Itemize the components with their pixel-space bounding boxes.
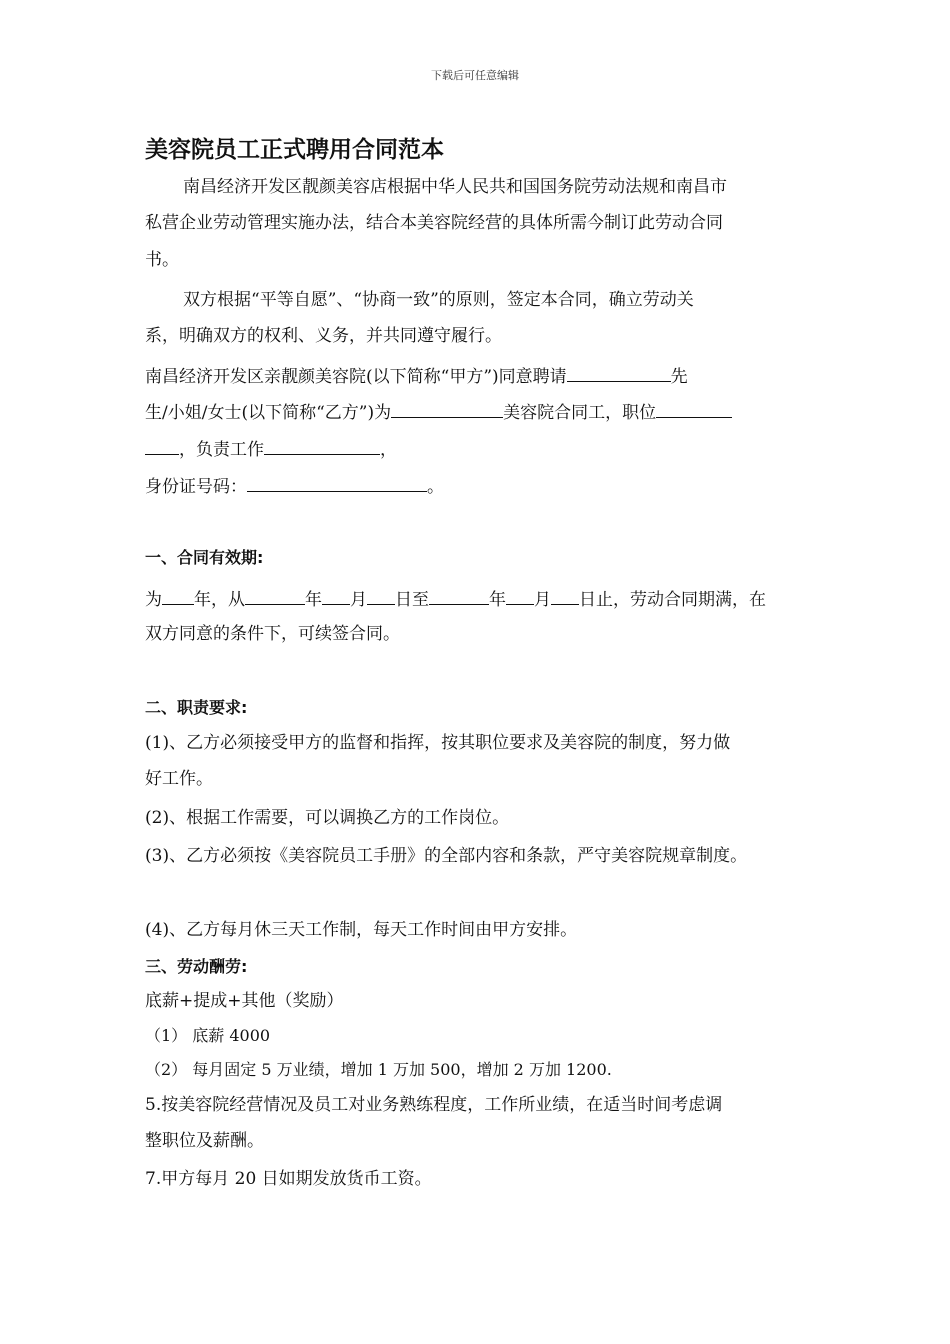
page-title: 美容院员工正式聘用合同范本 xyxy=(145,137,444,163)
pay-item-7: 7.甲方每月 20 日如期发放货币工资。 xyxy=(145,1169,432,1189)
start-month-blank[interactable] xyxy=(322,587,350,605)
position-blank[interactable] xyxy=(656,400,732,418)
duty-item-2: (2)、根据工作需要，可以调换乙方的工作岗位。 xyxy=(145,808,510,828)
term-text: 日至 xyxy=(395,590,429,610)
intro-paragraph-1-line-2: 私营企业劳动管理实施办法，结合本美容院经营的具体所需今制订此劳动合同 xyxy=(145,213,723,233)
intro-paragraph-2-line-2: 系，明确双方的权利、义务，并共同遵守履行。 xyxy=(145,326,502,346)
term-years-blank[interactable] xyxy=(162,587,194,605)
parties-line-3 xyxy=(145,437,397,460)
duty-item-3: (3)、乙方必须按《美容院员工手册》的全部内容和条款，严守美容院规章制度。 xyxy=(145,846,748,866)
id-number-blank[interactable] xyxy=(247,474,427,492)
start-year-blank[interactable] xyxy=(245,587,305,605)
duty-item-4: (4)、乙方每月休三天工作制，每天工作时间由甲方安排。 xyxy=(145,920,578,940)
parties-text: 。 xyxy=(427,477,444,497)
term-text: 月 xyxy=(534,590,551,610)
pay-subitem-2: （2） 每月固定 5 万业绩，增加 1 万加 500，增加 2 万加 1200. xyxy=(145,1060,612,1079)
header-note: 下载后可任意编辑 xyxy=(431,69,519,82)
end-day-blank[interactable] xyxy=(551,587,579,605)
duty-item-1-line-1: (1)、乙方必须接受甲方的监督和指挥，按其职位要求及美容院的制度，努力做 xyxy=(145,733,731,753)
pay-item-5-line-1: 5.按美容院经营情况及员工对业务熟练程度，工作所业绩，在适当时间考虑调 xyxy=(145,1095,723,1115)
contract-type-blank[interactable] xyxy=(391,400,503,418)
employee-name-blank[interactable] xyxy=(567,364,671,382)
term-text: 年 xyxy=(489,590,506,610)
id-number-line xyxy=(145,474,444,497)
section-3-heading: 三、劳动酬劳: xyxy=(145,957,248,976)
section-1-line-2: 双方同意的条件下，可续签合同。 xyxy=(145,624,400,644)
section-2-heading: 二、职责要求: xyxy=(145,698,248,717)
parties-line-1 xyxy=(145,364,688,387)
parties-text: ，负责工作 xyxy=(179,440,264,460)
pay-formula: 底薪+提成+其他（奖励） xyxy=(145,991,344,1011)
duty-blank[interactable] xyxy=(264,437,380,455)
term-text: 年 xyxy=(305,590,322,610)
term-text: 为 xyxy=(145,590,162,610)
start-day-blank[interactable] xyxy=(367,587,395,605)
pay-subitem-1: （1） 底薪 4000 xyxy=(145,1026,271,1045)
parties-text: 美容院合同工，职位 xyxy=(503,403,657,423)
intro-paragraph-1-line-1: 南昌经济开发区靓颜美容店根据中华人民共和国国务院劳动法规和南昌市 xyxy=(183,177,727,197)
term-text: 月 xyxy=(350,590,367,610)
intro-paragraph-1-line-3: 书。 xyxy=(145,250,179,270)
parties-text: ， xyxy=(380,440,397,460)
position-blank-continued[interactable] xyxy=(145,437,179,455)
duty-item-1-line-2: 好工作。 xyxy=(145,769,213,789)
id-number-label: 身份证号码： xyxy=(145,477,247,497)
parties-text: 南昌经济开发区亲靓颜美容院(以下简称“甲方”)同意聘请 xyxy=(145,367,567,387)
section-1-heading: 一、合同有效期: xyxy=(145,548,264,567)
term-text: 年，从 xyxy=(194,590,245,610)
parties-text: 生/小姐/女士(以下简称“乙方”)为 xyxy=(145,403,392,423)
end-year-blank[interactable] xyxy=(429,587,489,605)
parties-line-2 xyxy=(145,400,732,423)
end-month-blank[interactable] xyxy=(506,587,534,605)
section-1-line-1 xyxy=(145,587,766,610)
pay-item-5-line-2: 整职位及薪酬。 xyxy=(145,1131,264,1151)
term-text: 日止，劳动合同期满，在 xyxy=(579,590,766,610)
parties-text: 先 xyxy=(670,367,688,387)
intro-paragraph-2-line-1: 双方根据“平等自愿”、“协商一致”的原则，签定本合同，确立劳动关 xyxy=(183,290,694,310)
